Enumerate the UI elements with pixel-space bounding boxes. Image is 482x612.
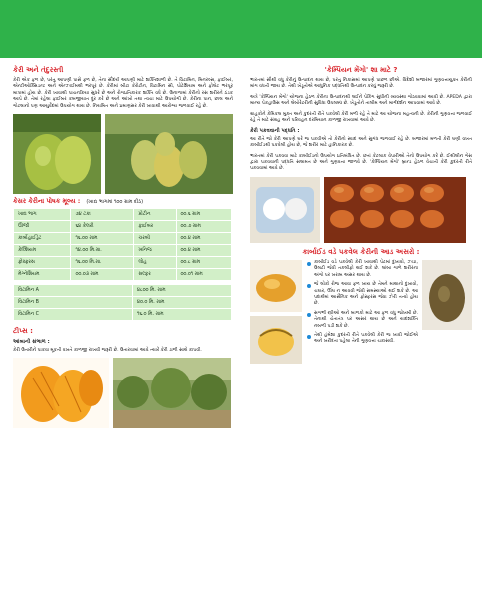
heading-why-champion-mango: 'કેમ્પિયન મેંગો' શા માટે ? bbox=[324, 66, 398, 74]
vitamin-table bbox=[13, 284, 232, 321]
table-cell: વિટામિન C bbox=[14, 309, 133, 321]
table-cell: ૦૦.૭ ગ્રામ bbox=[176, 221, 231, 233]
table-cell: ૦૦.૪ ગ્રામ bbox=[176, 245, 231, 257]
sliced-mango-photo bbox=[250, 260, 302, 312]
table-cell: ૦૦.૪ ગ્રામ bbox=[176, 233, 231, 245]
nutrition-table-note: (ખાદ્ય ભાગમાં ૧૦૦ ગ્રામ દીઠ) bbox=[86, 199, 144, 206]
table-cell: ચરબી bbox=[134, 233, 176, 245]
table-cell: કાર્બોહાઈડ્રેટ bbox=[14, 233, 71, 245]
mango-fruit-photo bbox=[13, 114, 101, 194]
side-effects-photos-left bbox=[250, 260, 302, 364]
nutrition-title-row bbox=[13, 198, 233, 205]
subheading-ripening-method: કેરી પકવવાની પદ્ધતિ : bbox=[250, 128, 300, 135]
right-column bbox=[250, 62, 472, 364]
table-cell: ૪૮૦૦ મિ. ગ્રામ bbox=[133, 285, 232, 297]
table-cell: ૦૦.૦૩ ગ્રામ bbox=[71, 269, 134, 281]
table-cell: ૦૦.૦૧ ગ્રામ bbox=[176, 269, 231, 281]
paragraph-tips: કેરી ઉતારીને પાકવા મૂકતી વખતે કાળજી રાખવી જરૂરી છે. ઉતારવામાં આવે ત્યારે કેરી ડાળી સાથે કાપવી. bbox=[13, 347, 202, 353]
list-item: સગર્ભા સ્ત્રીઓ અને બાળકો માટે આ ફળ વધુ જોખમી છે. તેનાથી ચેતાતંત્ર પર અસર થાય છે અને યાદશક્તિ નબળી પડી શકે છે. bbox=[306, 311, 418, 330]
paragraph-ripening-1: આ રીતે જો કેરી આપણે ઘરે જ પકવીએ તો કેરીનો સ્વાદ અને સુગંધ જળવાઈ રહે છે. બજારમાં મળતી કેરી ઘણી વખત કાર્બાઈડથી પકવેલી હોય છે, જે શરીર માટે હાનિકારક છે. bbox=[250, 136, 472, 149]
side-effects-block bbox=[250, 260, 472, 364]
table-row bbox=[14, 269, 232, 281]
table-cell: ૧૪.૦૦ મિ.ગ્રા. bbox=[71, 245, 134, 257]
table-cell: ફાઈબર bbox=[134, 221, 176, 233]
rotten-mango-photo bbox=[422, 260, 472, 330]
table-cell: ૭૪ ટકા bbox=[71, 209, 134, 221]
paragraph-why-3: ગ્રાહકોને કેમિકલ મુક્ત અને કુદરતી રીતે પકવેલી કેરી મળી રહે તે માટે આ યોજના મહત્વની છે. કેરીની ગુણવત્તા જળવાઈ રહે તે માટે સંગ્રહ અને પરિવહન દરમિયાન કાળજી રાખવામાં આવે છે. bbox=[250, 111, 472, 124]
table-row bbox=[14, 309, 232, 321]
table-row bbox=[14, 297, 232, 309]
packed-mangoes-photo bbox=[324, 177, 466, 243]
header-band bbox=[0, 0, 482, 58]
table-cell: ૦૦.૬ ગ્રામ bbox=[176, 209, 231, 221]
ripening-photos-row bbox=[250, 177, 472, 243]
subheading-tree-care: આંબાની સંભાળ : bbox=[13, 339, 50, 346]
table-row bbox=[14, 209, 232, 221]
table-cell: ફોસ્ફરસ bbox=[14, 257, 71, 269]
paragraph-ripening-2: ભારતમાં કેરી પકવવા માટે કાર્બાઈડનો ઉપયોગ પ્રતિબંધિત છે. છતાં કેટલાક વેપારીઓ તેનો ઉપયોગ કરે છે. ઈથીલીન ગેસ દ્વારા પકવવાની પદ્ધતિ સલામત છે અને ગુણવત્તા જાળવે છે. 'કેમ્પિયન મેંગો' બ્રાન્ડ હેઠળ વેચાતી કેરી કુદરતી રીતે પકવવામાં આવે છે. bbox=[250, 153, 472, 172]
table-cell: લોહ bbox=[134, 257, 176, 269]
mango-crate-photo bbox=[250, 177, 320, 243]
table-cell: ૦૦.૮ ગ્રામ bbox=[176, 257, 231, 269]
heading-carbide-side-effects: કાર્બાઈડ વડે પકવેલ કેરીની આડ અસરો : bbox=[302, 247, 420, 256]
table-cell: ખાદ્ય ભાગ bbox=[14, 209, 71, 221]
table-cell: ૧૬.૦ મિ. ગ્રામ bbox=[133, 309, 232, 321]
list-item: તેથી હંમેશા કુદરતી રીતે પકવેલી કેરી જ ખાવી જોઈએ અને ખરીદતા પહેલા તેની ગુણવત્તા ચકાસવી. bbox=[306, 333, 418, 346]
mango-orchard-photo bbox=[113, 358, 231, 428]
cut-mango-photo bbox=[13, 358, 109, 428]
table-cell: ખનિજ bbox=[134, 245, 176, 257]
side-effects-photos-right bbox=[422, 260, 472, 364]
mango-photos-row bbox=[13, 114, 233, 194]
list-item: જે લોકો રોજ આવા ફળ ખાય છે તેમને માથાનો દુખાવો, ચક્કર, ઊંઘ ન આવવી જેવી સમસ્યાઓ થઈ શકે છે. આ પદાર્થમાં આર્સેનિક અને ફોસ્ફરસ જેવા ઝેરી તત્વો હોય છે. bbox=[306, 282, 418, 308]
nutrition-table-title: કેસર કેરીના પોષક મૂલ્ય : bbox=[13, 197, 81, 206]
table-row bbox=[14, 257, 232, 269]
table-cell: ૪૦.૦ મિ. ગ્રામ bbox=[133, 297, 232, 309]
table-row bbox=[14, 245, 232, 257]
table-cell: કેલ્શિયમ bbox=[14, 245, 71, 257]
table-row bbox=[14, 285, 232, 297]
table-cell: ૧૬.૦૦ ગ્રામ bbox=[71, 233, 134, 245]
mango-peel-photo bbox=[250, 316, 302, 364]
table-cell: વિટામિન B bbox=[14, 297, 133, 309]
mango-tree-photo bbox=[105, 114, 233, 194]
heading-mango-health: કેરી અને તંદુરસ્તી bbox=[13, 66, 64, 74]
paragraph-why-2: અત્રે 'કેમ્પિયન મેંગો' યોજના હેઠળ કેરીના ઉત્પાદનથી લઈને પેકિંગ સુધીની વ્યવસ્થા ગોઠવવામાં આવી છે. APEDA દ્વારા માન્ય પેકહાઉસ અને લેબોરેટરીની સુવિધા ઉપલબ્ધ છે. ખેડૂતોને તાલીમ અને માર્ગદર્શન આપવામાં આવે છે. bbox=[250, 94, 472, 107]
side-effects-list bbox=[306, 260, 418, 364]
cut-mango-photos-row bbox=[13, 358, 233, 428]
heading-tips: ટીપ્સ : bbox=[13, 327, 33, 336]
table-cell: ૬૪ કેલરી bbox=[71, 221, 134, 233]
list-item: કાર્બાઈડ વડે પકવેલી કેરી ખાવાથી પેટમાં દુખાવો, ઝાડા, ઉલટી જેવી તકલીફો થઈ શકે છે. લાંબા ગાળે શરીરના અંગો પર ખરાબ અસર થાય છે. bbox=[306, 260, 418, 279]
table-cell: વિટામિન A bbox=[14, 285, 133, 297]
table-cell: ૧૬.૦૦ મિ.ગ્રા. bbox=[71, 257, 134, 269]
table-cell: મેગ્નેશિયમ bbox=[14, 269, 71, 281]
table-cell: સલ્ફર bbox=[134, 269, 176, 281]
paragraph-mango-health: કેરી એક ફળ છે, પરંતુ આપણી પાસે ફળ છે, તેના સૌંદર્ય આપણી માટે શક્તિશાળી છે. તે વિટામિન, મિનરલ્સ, ફાઈબર, એન્ટીઓક્સિડન્ટ અને એન્ઝાઈમથી ભરપૂર છે. કેરીમાં બીટા કેરોટીન, વિટામિન સી, પોટેશિયમ અને ફોલેટ ભરપૂર માત્રામાં હોય છે. કેરી ખાવાથી પાચનક્રિયા સુધરે છે અને રોગપ્રતિકારક શક્તિ વધે છે. ઉનાળામાં કેરીનો રસ શરીરને ઠંડક આપે છે. તેમાં રહેલા ફાઈબર કબજીયાત દૂર કરે છે અને આંખો તથા ત્વચા માટે ઉપયોગી છે. કેરીના પાન, છાલ અને ગોટલાનો પણ આયુર્વેદમાં ઉપયોગ થાય છે. નિયમિત અને પ્રમાણસર કેરી ખાવાથી આરોગ્ય જળવાઈ રહે છે. bbox=[13, 78, 233, 109]
table-row bbox=[14, 221, 232, 233]
table-row bbox=[14, 233, 232, 245]
left-column bbox=[13, 62, 233, 428]
paragraph-why-1: ભારતમાં સૌથી વધુ કેરીનું ઉત્પાદન થાય છે, પરંતુ નિકાસમાં આપણે પાછળ છીએ. વિદેશી બજારમાં ગુણવત્તાયુક્ત કેરીની માંગ વધતી જાય છે. તેથી ખેડૂતોએ આધુનિક પદ્ધતિથી ઉત્પાદન કરવું જરૂરી છે. bbox=[250, 78, 472, 90]
table-cell: પ્રોટીન bbox=[134, 209, 176, 221]
table-cell: ઊર્જા bbox=[14, 221, 71, 233]
nutrition-table bbox=[13, 208, 232, 281]
